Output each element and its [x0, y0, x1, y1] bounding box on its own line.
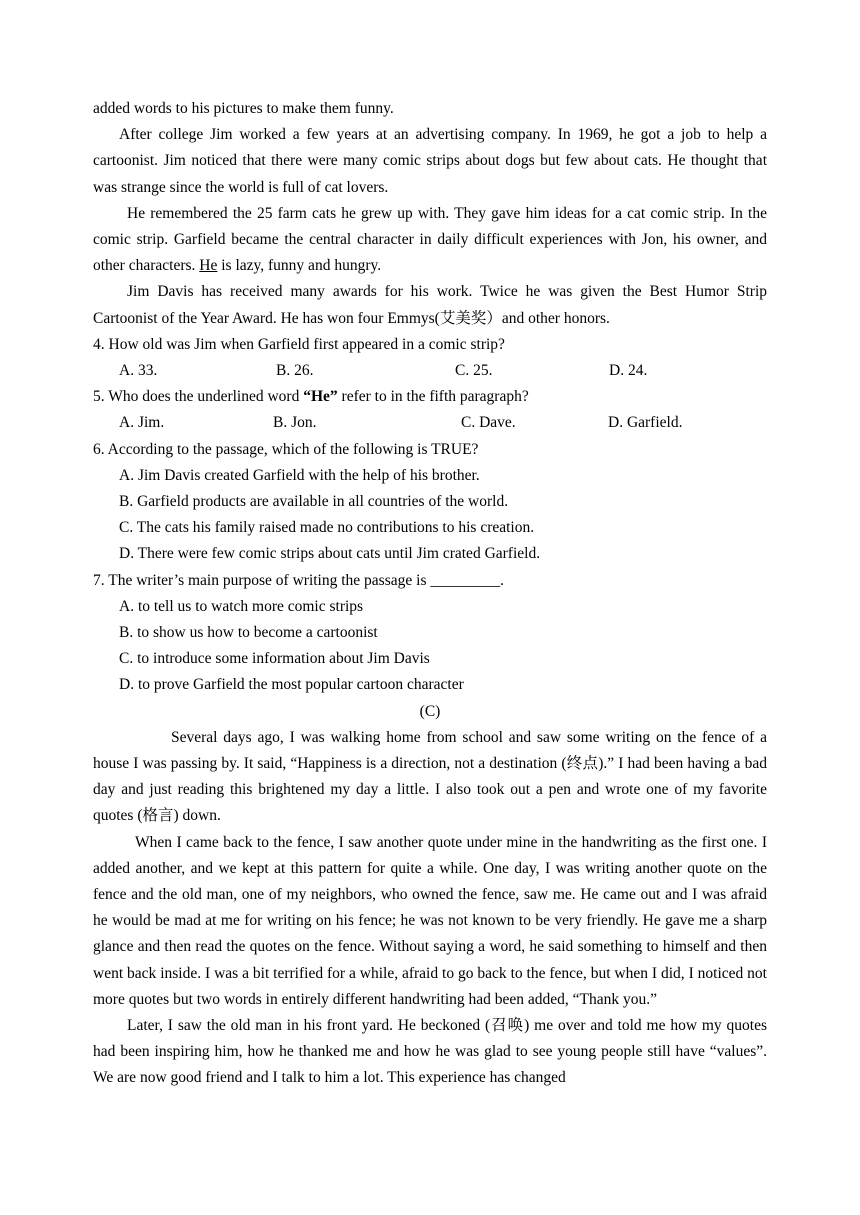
question-4-options	[93, 358, 767, 384]
paragraph-c1: Several days ago, I was walking home from school and saw some writing on the fence of a house I was passing by. It said, “Happiness is a direction, not a destination (终点).” I had been having a bad day and just reading this brightened my day a little. I also took out a pen and wrote one of my favorite quotes (格言) down.	[93, 728, 767, 825]
question-5-options	[93, 410, 767, 436]
question-5-stem	[93, 384, 767, 410]
question-6-stem: 6. According to the passage, which of the following is TRUE?	[93, 440, 479, 458]
question-5-stem-a: 5. Who does the underlined word	[93, 388, 304, 406]
question-5-option-c: C. Dave.	[461, 414, 516, 432]
question-5-stem-b: refer to in the fifth paragraph?	[337, 388, 529, 406]
question-7-option-a: A. to tell us to watch more comic strips	[119, 597, 364, 615]
paragraph-b2-text-a: He remembered the 25 farm cats he grew up with. They gave him ideas for a cat comic strip. In the comic strip. Garfield became the central character in daily difficult experiences with Jon, his owner, and other characters.	[93, 204, 767, 275]
question-7-stem: 7. The writer’s main purpose of writing the passage is _________.	[93, 571, 504, 589]
question-5-stem-bold: “He”	[303, 388, 338, 406]
paragraph-b0: added words to his pictures to make them funny.	[93, 100, 394, 117]
document-page	[93, 96, 767, 1092]
question-6-option-b: B. Garfield products are available in all countries of the world.	[119, 493, 509, 511]
paragraph-b1: After college Jim worked a few years at an advertising company. In 1969, he got a job to help a cartoonist. Jim noticed that there were many comic strips about dogs but few about cats. He thought that was strange since the world is full of cat lovers.	[93, 126, 767, 196]
question-6-option-a: A. Jim Davis created Garfield with the help of his brother.	[119, 466, 480, 484]
paragraph-b2	[93, 201, 767, 280]
question-4-option-b: B. 26.	[276, 362, 314, 380]
paragraph-c2: When I came back to the fence, I saw another quote under mine in the handwriting as the first one. I added another, and we kept at this pattern for quite a while. One day, I was writing another quote on the fence and the old man, one of my neighbors, who owned the fence, saw me. He came out and I was afraid he would be mad at me for writing on his fence; he was not known to be very friendly. He gave me a sharp glance and then read the quotes on the fence. Without saying a word, he said something to himself and then went back inside. I was a bit terrified for a while, afraid to go back to the fence, but when I did, I noticed not more quotes but two words in entirely different handwriting had been added, “Thank you.”	[93, 833, 767, 1008]
question-7-option-d: D. to prove Garfield the most popular cartoon character	[119, 676, 464, 694]
question-7-option-b: B. to show us how to become a cartoonist	[119, 624, 378, 642]
question-4-option-d: D. 24.	[609, 362, 648, 380]
question-6-option-c: C. The cats his family raised made no contributions to his creation.	[119, 519, 535, 537]
question-4-option-a: A. 33.	[119, 362, 158, 380]
paragraph-c3: Later, I saw the old man in his front yard. He beckoned (召唤) me over and told me how my quotes had been inspiring him, how he thanked me and how he was glad to see young people still have “values”. We are now good friend and I talk to him a lot. This experience has changed	[93, 1017, 767, 1087]
question-4-option-c: C. 25.	[455, 362, 493, 380]
question-4-stem: 4. How old was Jim when Garfield first appeared in a comic strip?	[93, 335, 505, 353]
question-5-option-a: A. Jim.	[119, 414, 165, 432]
passage-c-heading: (C)	[419, 702, 441, 720]
question-5-option-b: B. Jon.	[273, 414, 317, 432]
paragraph-b3: Jim Davis has received many awards for his work. Twice he was given the Best Humor Strip Cartoonist of the Year Award. He has won four Emmys(艾美奖）and other honors.	[93, 283, 767, 327]
paragraph-b2-text-b: is lazy, funny and hungry.	[217, 257, 382, 275]
question-5-option-d: D. Garfield.	[608, 414, 683, 432]
question-7-option-c: C. to introduce some information about Jim Davis	[119, 650, 430, 668]
question-6-option-d: D. There were few comic strips about cats until Jim crated Garfield.	[119, 545, 541, 563]
underlined-word-he: He	[199, 257, 218, 275]
